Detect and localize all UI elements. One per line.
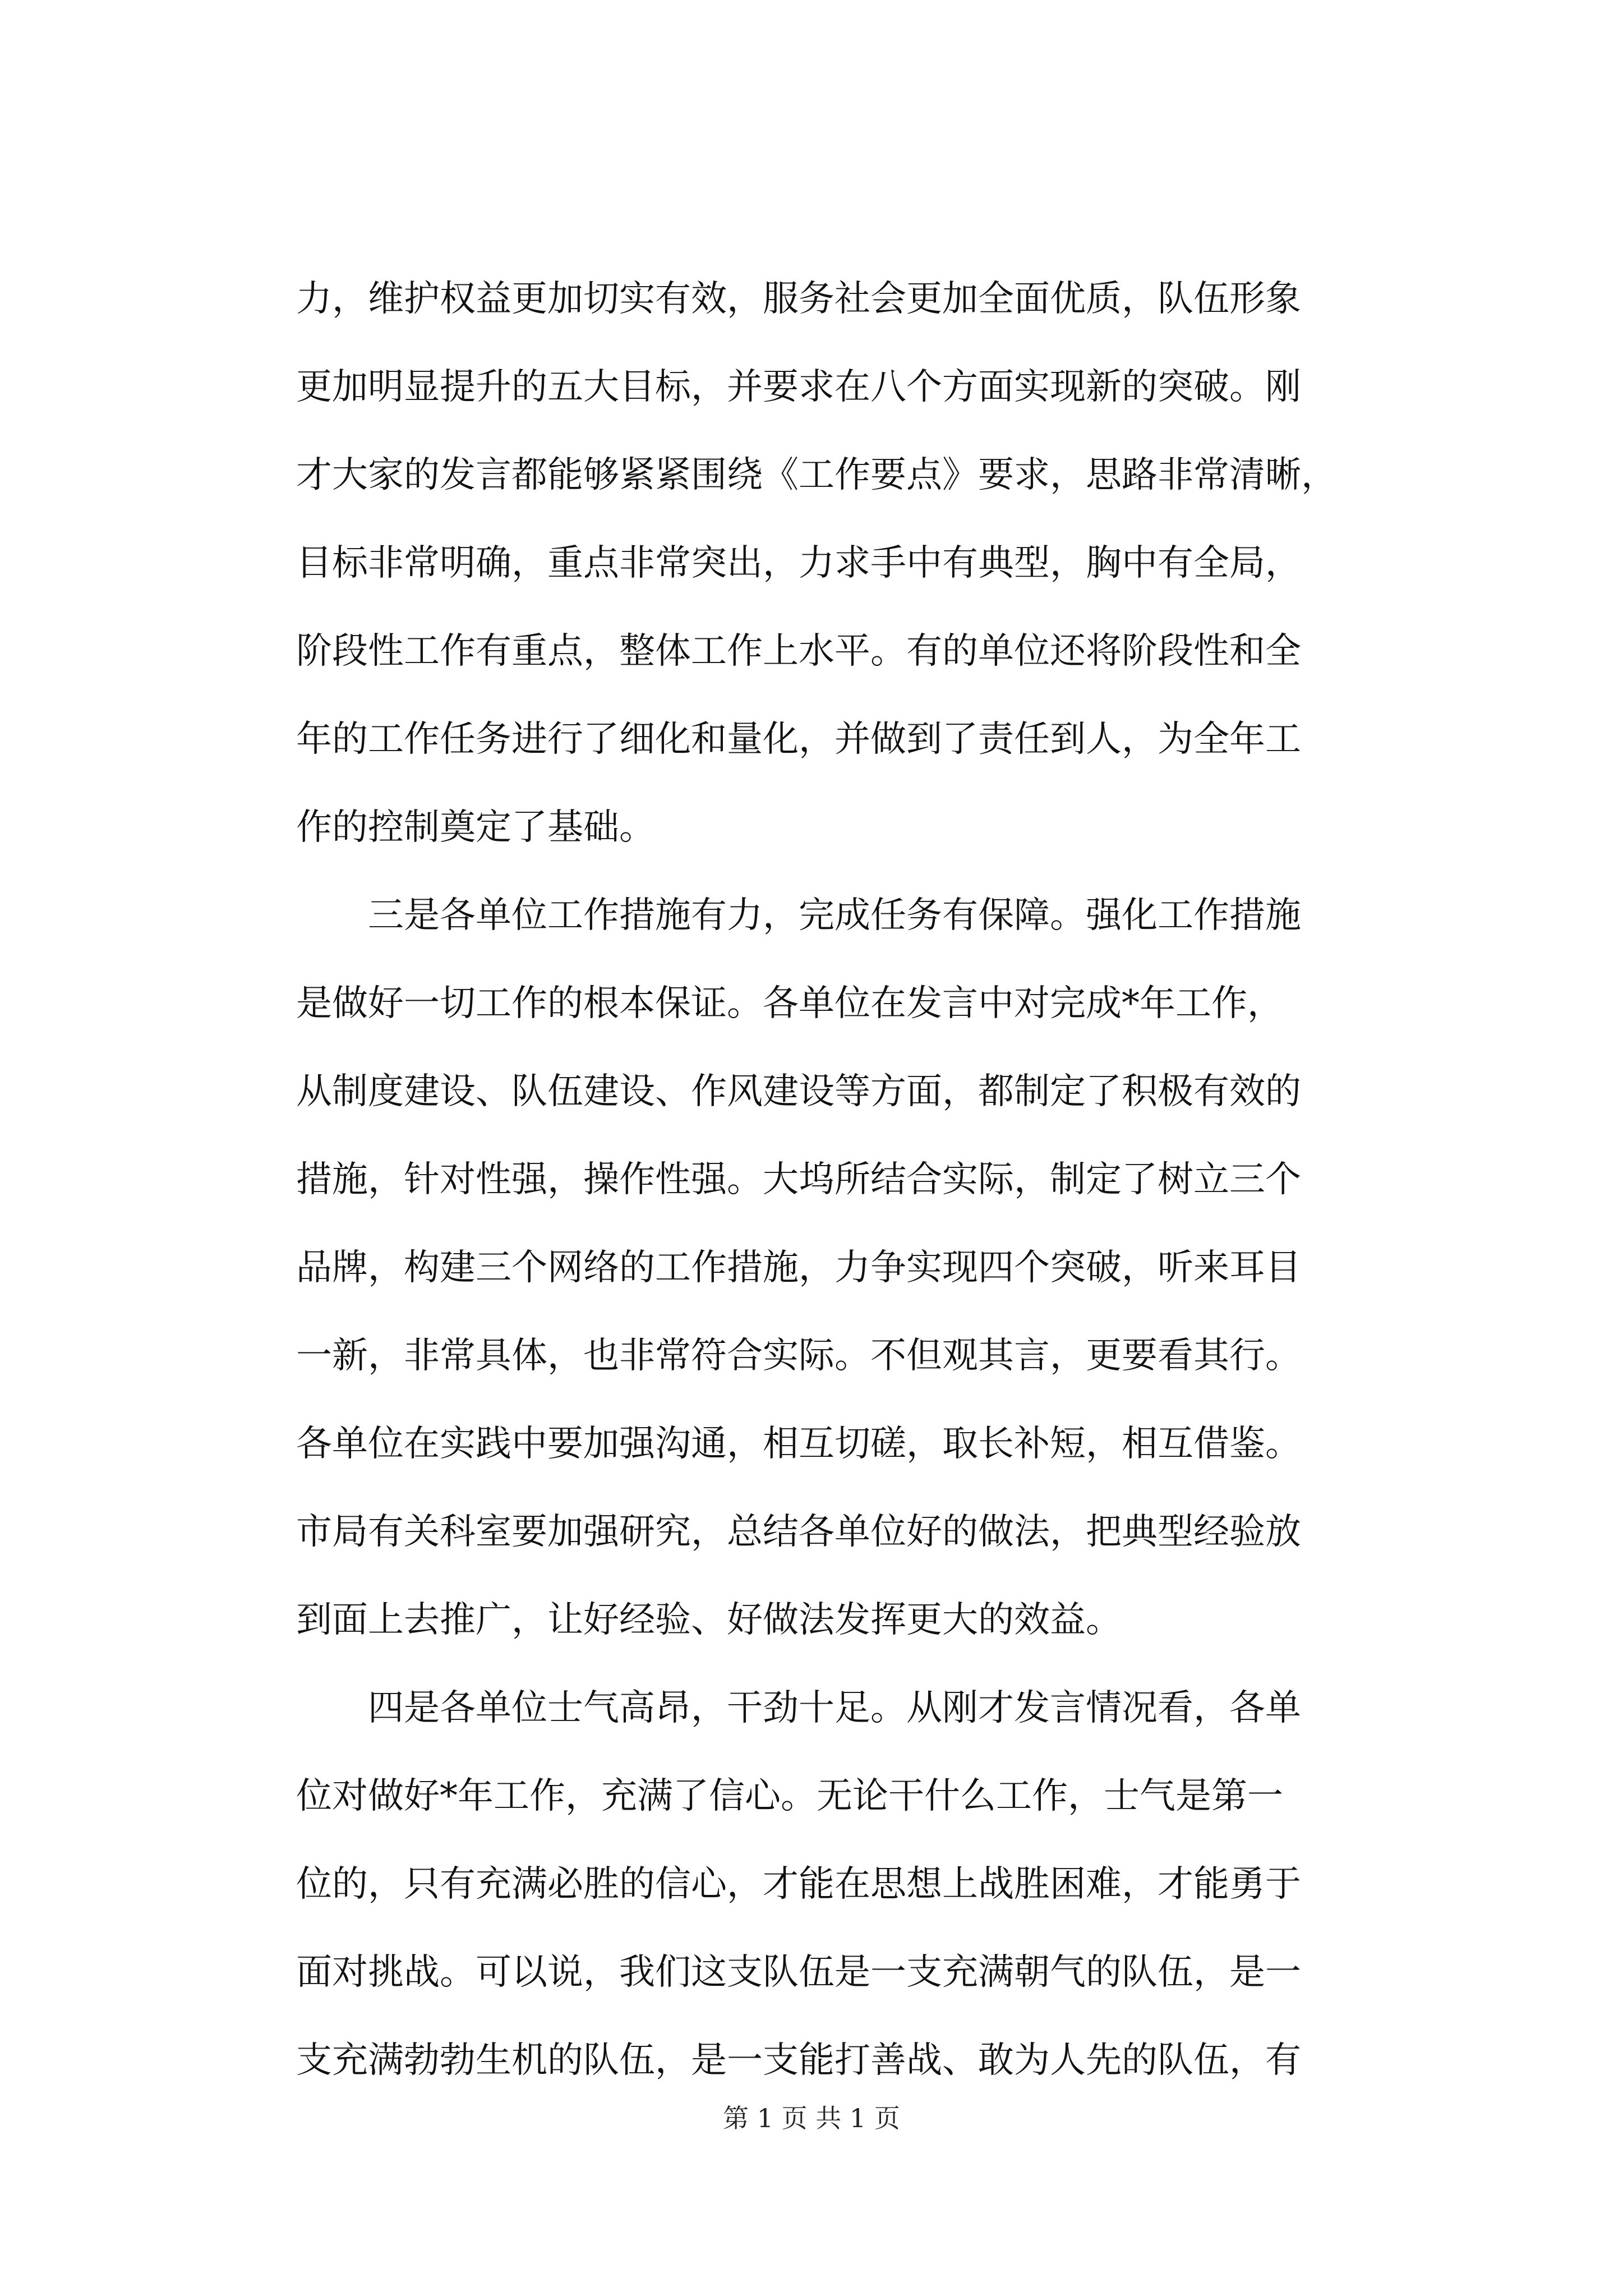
text-line: 一新，非常具体，也非常符合实际。不但观其言，更要看其行。 [296, 1335, 1301, 1377]
text-line: 到面上去推广，让好经验、好做法发挥更大的效益。 [296, 1599, 1122, 1641]
text-line: 位对做好*年工作，充满了信心。无论干什么工作，士气是第一 [296, 1775, 1283, 1817]
page-footer: 第 1 页 共 1 页 [723, 2103, 900, 2133]
text-line: 阶段性工作有重点，整体工作上水平。有的单位还将阶段性和全 [296, 631, 1301, 672]
text-line: 从制度建设、队伍建设、作风建设等方面，都制定了积极有效的 [296, 1071, 1301, 1112]
text-line: 面对挑战。可以说，我们这支队伍是一支充满朝气的队伍，是一 [296, 1952, 1301, 1993]
text-line: 各单位在实践中要加强沟通，相互切磋，取长补短，相互借鉴。 [296, 1423, 1301, 1465]
paragraph-first-line: 三是各单位工作措施有力，完成任务有保障。强化工作措施 [368, 895, 1301, 936]
text-line: 才大家的发言都能够紧紧围绕《工作要点》要求，思路非常清晰， [296, 454, 1337, 496]
text-line: 措施，针对性强，操作性强。大坞所结合实际，制定了树立三个 [296, 1159, 1301, 1200]
text-line: 品牌，构建三个网络的工作措施，力争实现四个突破，听来耳目 [296, 1247, 1301, 1289]
text-line: 位的，只有充满必胜的信心，才能在思想上战胜困难，才能勇于 [296, 1864, 1301, 1905]
text-line: 支充满勃勃生机的队伍，是一支能打善战、敢为人先的队伍，有 [296, 2040, 1301, 2081]
text-line: 市局有关科室要加强研究，总结各单位好的做法，把典型经验放 [296, 1511, 1301, 1553]
text-line: 是做好一切工作的根本保证。各单位在发言中对完成*年工作， [296, 983, 1283, 1024]
text-line: 更加明显提升的五大目标，并要求在八个方面实现新的突破。刚 [296, 366, 1301, 408]
paragraph-first-line: 四是各单位士气高昂，干劲十足。从刚才发言情况看，各单 [368, 1687, 1301, 1729]
text-line: 力，维护权益更加切实有效，服务社会更加全面优质，队伍形象 [296, 278, 1301, 320]
text-line: 作的控制奠定了基础。 [296, 807, 655, 848]
text-line: 目标非常明确，重点非常突出，力求手中有典型，胸中有全局， [296, 542, 1301, 584]
text-line: 年的工作任务进行了细化和量化，并做到了责任到人，为全年工 [296, 719, 1301, 760]
